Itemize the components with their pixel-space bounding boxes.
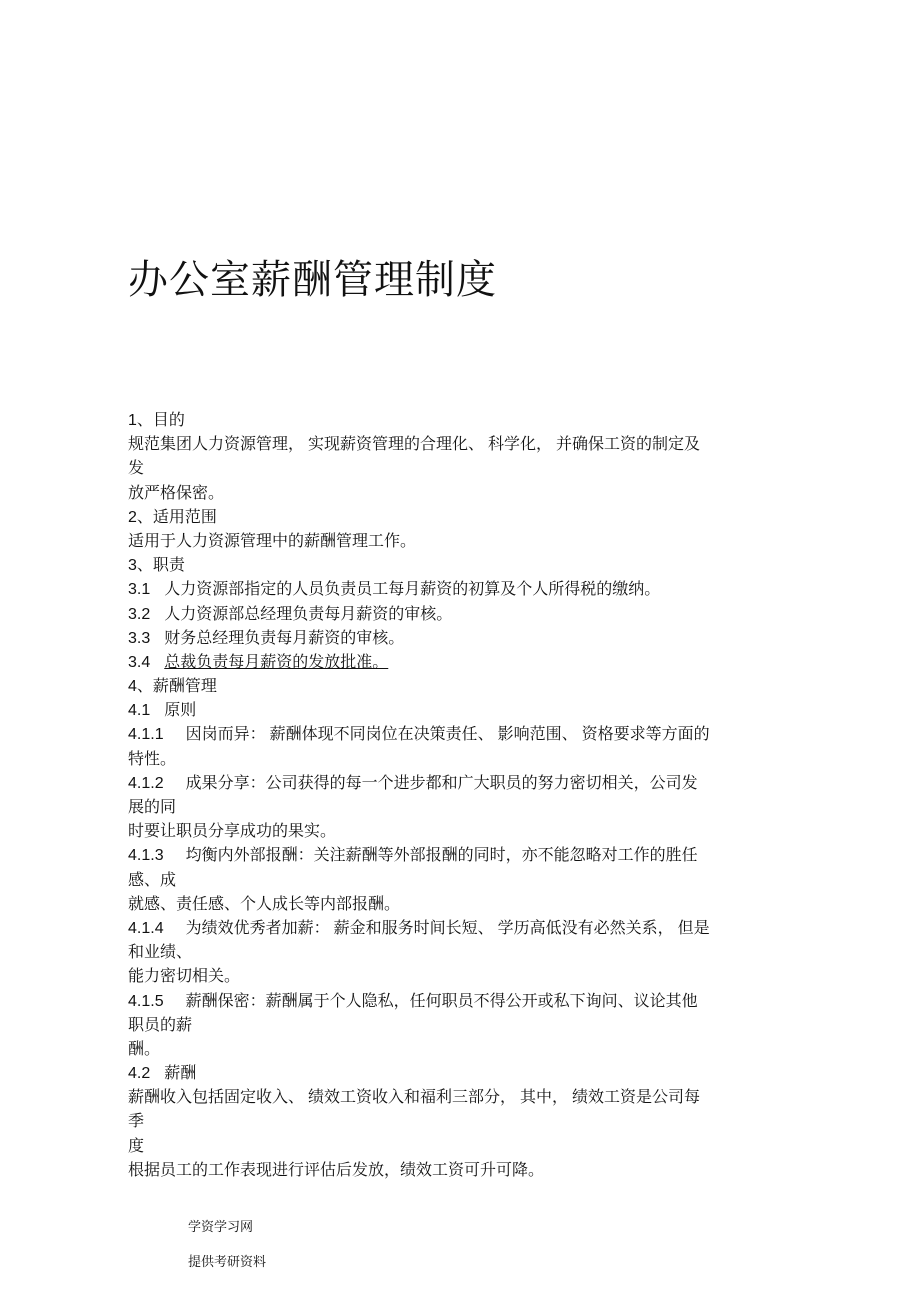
line-text: 就感、责任感、个人成长等内部报酬。 [128, 895, 401, 913]
line-text: 季 [128, 1113, 145, 1131]
paragraph-line [128, 578, 748, 602]
line-text: 因岗而异： 薪酬体现不同岗位在决策责任、 影响范围、 资格要求等方面的 [185, 726, 710, 744]
line-text: 度 [128, 1137, 145, 1155]
paragraph-line [128, 699, 748, 723]
paragraph-line [128, 796, 748, 820]
section-number: 1 [128, 412, 137, 429]
paragraph-line [128, 820, 748, 844]
paragraph-line [128, 893, 748, 917]
line-text: 能力密切相关。 [128, 968, 241, 986]
paragraph-line [128, 603, 748, 627]
footer-site-name: 学资学习网 [188, 1219, 254, 1234]
paragraph-line [128, 772, 748, 796]
line-text: 薪酬收入包括固定收入、 绩效工资收入和福利三部分， 其中， 绩效工资是公司每 [128, 1089, 701, 1107]
line-text: 均衡内外部报酬：关注薪酬等外部报酬的同时，亦不能忽略对工作的胜任 [185, 847, 698, 865]
paragraph-line [128, 675, 748, 699]
line-text: 放严格保密。 [128, 484, 225, 502]
line-text: 人力资源部总经理负责每月薪资的审核。 [164, 605, 453, 623]
line-text: 发 [128, 460, 145, 478]
paragraph-line [128, 433, 748, 457]
line-text: 和业绩、 [128, 944, 193, 962]
section-number: 4.1.5 [128, 992, 164, 1010]
paragraph-line [128, 482, 748, 506]
paragraph-line [128, 990, 748, 1014]
section-number: 4.1.2 [128, 774, 164, 792]
line-text: 成果分享：公司获得的每一个进步都和广大职员的努力密切相关，公司发 [185, 774, 698, 792]
line-text: 展的同 [128, 799, 177, 816]
paragraph-line [128, 554, 748, 578]
footer-tagline: 提供考研资料 [188, 1254, 267, 1269]
section-number: 4.1.4 [128, 919, 164, 937]
line-text: 酬。 [128, 1040, 161, 1058]
document-body [128, 409, 748, 1183]
paragraph-line [128, 1038, 748, 1062]
line-text: 感、成 [128, 871, 177, 889]
section-number: 3.3 [128, 629, 151, 647]
paragraph-line [128, 651, 748, 675]
paragraph-line [128, 1086, 748, 1110]
line-text: 为绩效优秀者加薪： 薪金和服务时间长短、 学历高低没有必然关系， 但是 [185, 919, 710, 937]
paragraph-line [128, 1014, 748, 1038]
line-text: 财务总经理负责每月薪资的审核。 [164, 629, 405, 647]
paragraph-line [128, 409, 748, 433]
section-number: 4.1.1 [128, 726, 164, 744]
section-number: 4.1 [128, 702, 151, 720]
paragraph-line [128, 1110, 748, 1134]
paragraph-line [128, 748, 748, 772]
section-number: 3.4 [128, 653, 151, 671]
line-text: 、薪酬管理 [136, 678, 217, 696]
section-number: 4.2 [128, 1065, 151, 1083]
section-number: 4 [128, 678, 137, 696]
line-text: 职员的薪 [128, 1016, 193, 1034]
line-text: 规范集团人力资源管理， 实现薪资管理的合理化、 科学化， 并确保工资的制定及 [128, 436, 701, 454]
line-text: 人力资源部指定的人员负责员工每月薪资的初算及个人所得税的缴纳。 [164, 581, 661, 599]
paragraph-line [128, 723, 748, 747]
line-text: 特性。 [128, 750, 177, 768]
paragraph-line [128, 869, 748, 893]
line-text: 时要让职员分享成功的果实。 [128, 823, 337, 841]
paragraph-line [128, 627, 748, 651]
paragraph-line [128, 965, 748, 989]
paragraph-line [128, 1135, 748, 1159]
line-text: 原则 [164, 702, 197, 720]
section-number: 4.1.3 [128, 847, 164, 865]
paragraph-line [128, 506, 748, 530]
section-number: 3.2 [128, 605, 151, 623]
line-text: 、职责 [136, 557, 185, 575]
paragraph-line [128, 917, 748, 941]
line-text: 薪酬保密：薪酬属于个人隐私，任何职员不得公开或私下询问、议论其他 [185, 992, 698, 1010]
paragraph-line [128, 941, 748, 965]
paragraph-line [128, 457, 748, 481]
paragraph-line [128, 530, 748, 554]
line-text: 薪酬 [164, 1065, 197, 1083]
line-text: 、目的 [136, 412, 185, 429]
paragraph-line [128, 1159, 748, 1183]
section-number: 3 [128, 557, 137, 575]
document-title: 办公室薪酬管理制度 [128, 257, 497, 302]
paragraph-line [128, 1062, 748, 1086]
line-text: 总裁负责每月薪资的发放批准。 [164, 653, 389, 671]
line-text: 适用于人力资源管理中的薪酬管理工作。 [128, 532, 417, 550]
line-text: 根据员工的工作表现进行评估后发放，绩效工资可升可降。 [128, 1161, 545, 1179]
section-number: 3.1 [128, 581, 151, 599]
section-number: 2 [128, 508, 137, 526]
paragraph-line [128, 844, 748, 868]
line-text: 、适用范围 [136, 508, 217, 526]
